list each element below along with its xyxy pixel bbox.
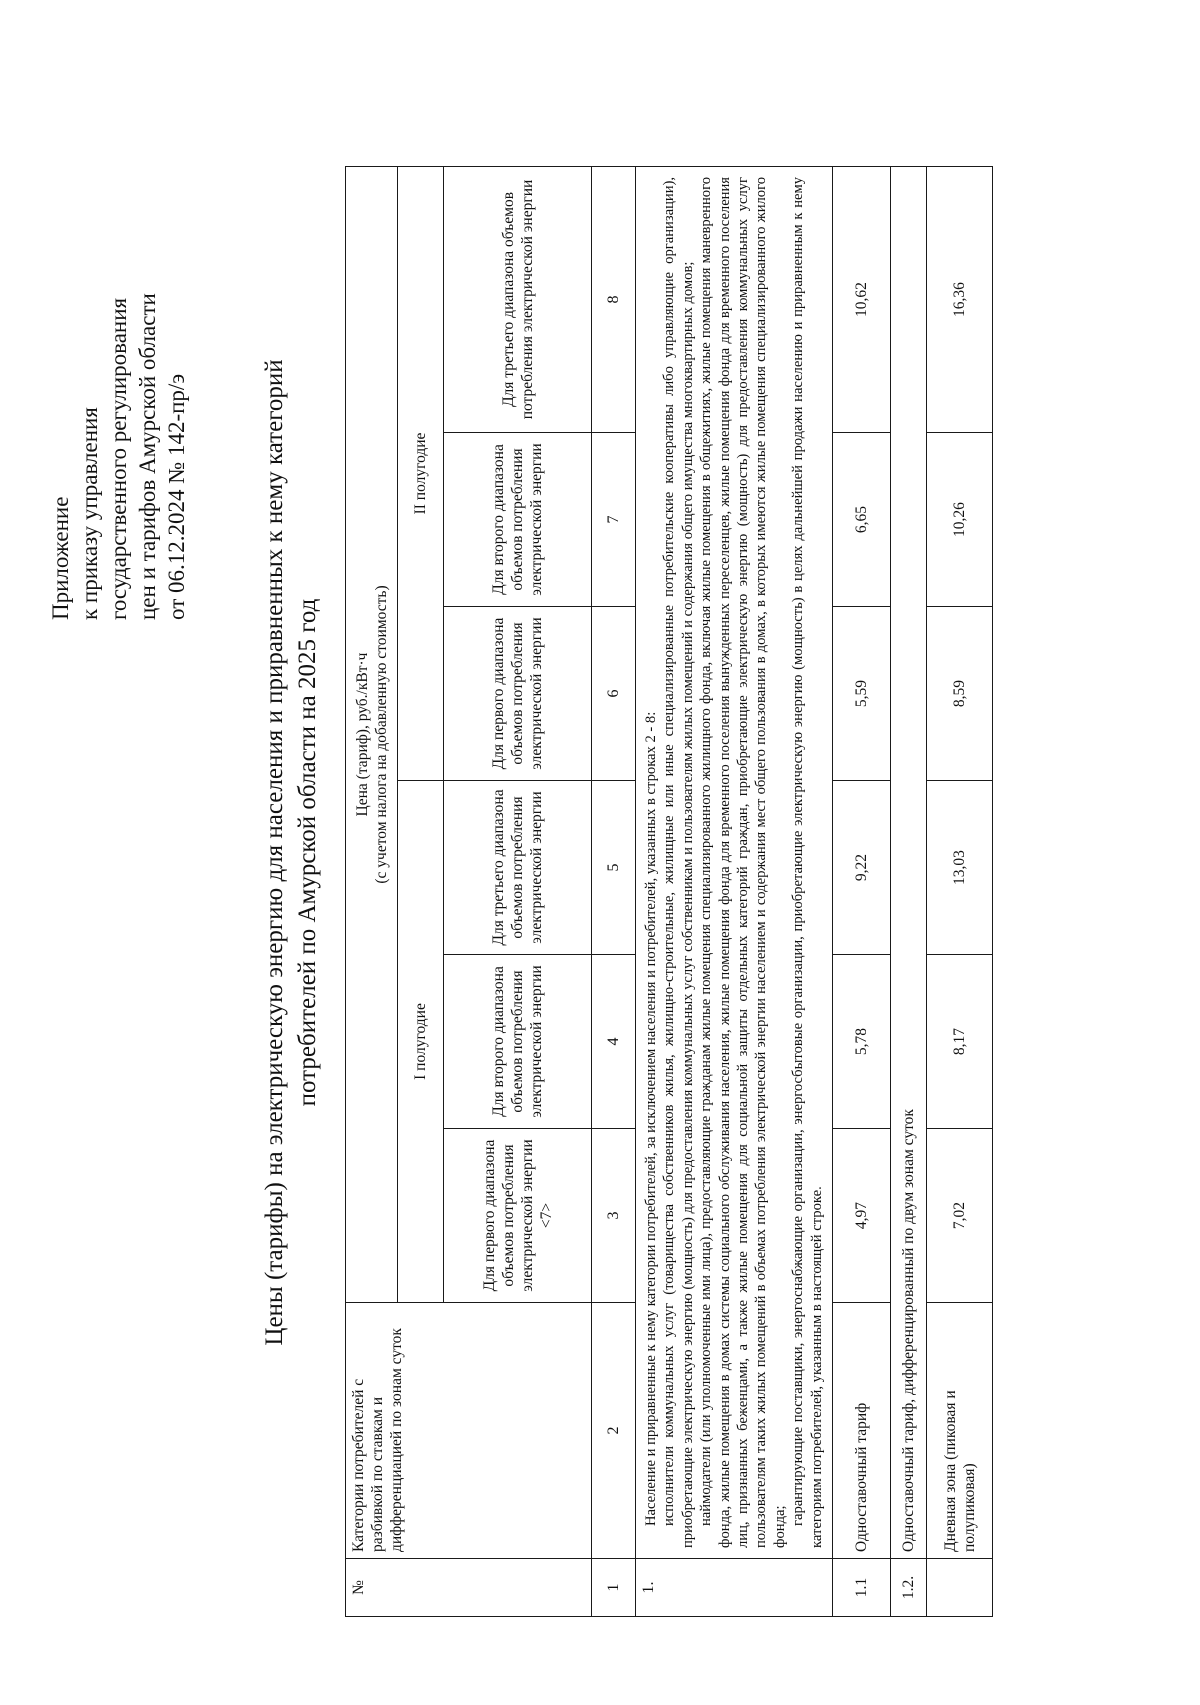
- appendix-line: государственного регулирования: [106, 297, 131, 620]
- table-row: [891, 166, 927, 1616]
- title-line-1: Цены (тарифы) на электрическую энергию для населения и приравненных к нему категорий: [261, 359, 288, 1346]
- price-cell: 4,97: [833, 1129, 891, 1303]
- appendix-line: к приказу управления: [77, 407, 102, 620]
- header-category: Категории потребителей с разбивкой по ставкам и дифференциацией по зонам суток: [346, 1303, 592, 1559]
- appendix-line: цен и тарифов Амурской области: [135, 293, 160, 620]
- title-line-2: потребителей по Амурской области на 2025 год: [294, 598, 321, 1107]
- section-1-description: [636, 166, 833, 1558]
- price-cell: 13,03: [927, 781, 993, 955]
- column-number-cell: 4: [592, 955, 636, 1129]
- header-half-2: II полугодие: [398, 166, 444, 780]
- column-number-cell: 6: [592, 607, 636, 781]
- header-range-cell: Для второго диапазона объемов потребления электрической энергии: [444, 433, 592, 607]
- price-cell: 10,26: [927, 433, 993, 607]
- row-number: 1.2.: [891, 1559, 927, 1617]
- row-number: 1.1: [833, 1559, 891, 1617]
- price-cell: 8,17: [927, 955, 993, 1129]
- section-1-paragraph: наймодатели (или уполномоченные ими лица), предоставляющие гражданам жилые помещения специализированного жилищного фонда, включая жилые помещения в общежитиях, жилые помещения маневренного фонда, жилые помещения в домах системы социального обслуживания населения, жилые помещения фонда для временного поселения вынужденных переселенцев, жилые помещения фонда для временного поселения лиц, признанных беженцами, а также жилые помещения для социальной защиты отдельных категорий граждан, приобретающие электрическую энергию (мощность) для предоставления коммунальных услуг пользователям таких жилых помещений в объемах потребления электрической энергии населением и содержания мест общего пользования в домах, в которых имеются жилые помещения специализированного жилого фонда;: [698, 176, 788, 1548]
- price-cell: 16,36: [927, 166, 993, 432]
- column-number-cell: 2: [592, 1303, 636, 1559]
- row-number: [927, 1559, 993, 1617]
- section-1-row: [636, 166, 833, 1616]
- section-1-number: 1.: [636, 1559, 833, 1617]
- row-label: Дневная зона (пиковая и полупиковая): [927, 1303, 993, 1559]
- section-1-paragraph: исполнители коммунальных услуг (товарищества собственников жилья, жилищно-строительные, жилищные или иные специализированные потребительские кооперативы либо управляющие организации), приобретающие электрическую энергию (мощность) для предоставления коммунальных услуг собственникам и пользователям жилых помещений и содержания общего имущества многоквартирных домов;: [661, 176, 696, 1548]
- table-row: [833, 166, 891, 1616]
- section-1-paragraph: гарантирующие поставщики, энергоснабжающие организации, энергосбытовые организации, приобретающие электрическую энергию (мощность) в целях дальнейшей продажи населению и приравненным к нему категориям потребителей, указанным в настоящей строке.: [790, 176, 825, 1548]
- column-number-cell: 8: [592, 166, 636, 432]
- header-half-1: I полугодие: [398, 781, 444, 1303]
- header-row: [346, 166, 398, 1616]
- column-number-cell: 5: [592, 781, 636, 955]
- appendix-line: от 06.12.2024 № 142-пр/э: [164, 373, 189, 620]
- section-1-paragraph: Население и приравненные к нему категории потребителей, за исключением населения и потребителей, указанных в строках 2 - 8:: [643, 711, 659, 1526]
- price-cell: 10,62: [833, 166, 891, 432]
- price-cell: 9,22: [833, 781, 891, 955]
- column-number-cell: 3: [592, 1129, 636, 1303]
- price-cell: 6,65: [833, 433, 891, 607]
- header-range-cell: Для третьего диапазона объемов потребления электрической энергии: [444, 166, 592, 432]
- price-cell: 5,59: [833, 607, 891, 781]
- header-price-line-1: Цена (тариф), руб./кВт·ч: [353, 652, 371, 817]
- document-title: [258, 160, 324, 1545]
- appendix-block: [46, 100, 191, 620]
- appendix-line: Приложение: [48, 496, 73, 620]
- header-range-cell: Для второго диапазона объемов потребления электрической энергии: [444, 955, 592, 1129]
- price-cell: 5,78: [833, 955, 891, 1129]
- column-number-cell: 7: [592, 433, 636, 607]
- price-cell: 8,59: [927, 607, 993, 781]
- column-number-cell: 1: [592, 1559, 636, 1617]
- header-price: [346, 166, 398, 1302]
- header-range-cell: Для третьего диапазона объемов потребления электрической энергии: [444, 781, 592, 955]
- header-range-cell: Для первого диапазона объемов потребления электрической энергии: [444, 607, 592, 781]
- column-number-row: [592, 166, 636, 1616]
- header-price-line-2: (с учетом налога на добавленную стоимость): [372, 585, 390, 884]
- row-label: Одноставочный тариф, дифференцированный по двум зонам суток: [891, 166, 927, 1558]
- table-row: [927, 166, 993, 1616]
- header-range-cell: Для первого диапазона объемов потребления электрической энергии <7>: [444, 1129, 592, 1303]
- header-no: №: [346, 1559, 592, 1617]
- price-cell: 7,02: [927, 1129, 993, 1303]
- row-label: Одноставочный тариф: [833, 1303, 891, 1559]
- tariff-table: [345, 166, 993, 1617]
